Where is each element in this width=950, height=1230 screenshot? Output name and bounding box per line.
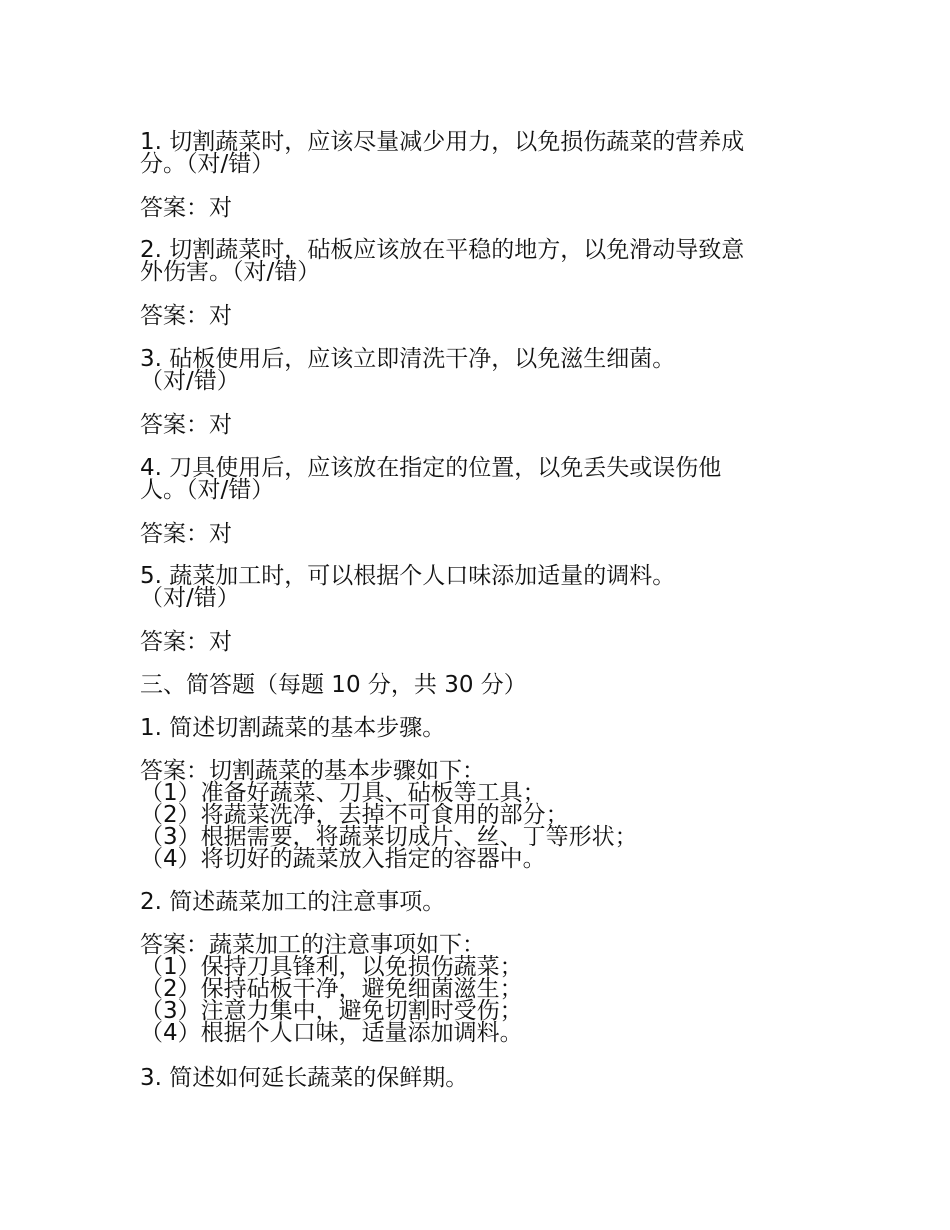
judgment-q2-answer: 答案：对 — [140, 303, 232, 329]
short-answer-q1-step: （1）准备好蔬菜、刀具、砧板等工具； — [140, 780, 546, 806]
judgment-q4-answer: 答案：对 — [140, 521, 232, 547]
short-answer-q1-step: （4）将切好的蔬菜放入指定的容器中。 — [140, 846, 546, 872]
judgment-q5-line1: 5. 蔬菜加工时，可以根据个人口味添加适量的调料。 — [140, 563, 676, 589]
document-page — [140, 0, 800, 1230]
short-answer-q2-step: （1）保持刀具锋利，以免损伤蔬菜； — [140, 954, 523, 980]
short-answer-q2: 2. 简述蔬菜加工的注意事项。 — [140, 889, 446, 915]
judgment-q4-line1: 4. 刀具使用后，应该放在指定的位置，以免丢失或误伤他 — [140, 455, 722, 481]
judgment-q3-line2: （对/错） — [140, 368, 240, 394]
judgment-q1-line2: 分。（对/错） — [140, 151, 275, 177]
short-answer-q2-step: （3）注意力集中，避免切割时受伤； — [140, 998, 523, 1024]
section-heading: 三、简答题（每题 10 分，共 30 分） — [140, 672, 527, 698]
judgment-q2-line1: 2. 切割蔬菜时，砧板应该放在平稳的地方，以免滑动导致意 — [140, 237, 745, 263]
short-answer-q2-step: （4）根据个人口味，适量添加调料。 — [140, 1020, 523, 1046]
judgment-q2-line2: 外伤害。（对/错） — [140, 259, 321, 285]
short-answer-q2-answer-intro: 答案：蔬菜加工的注意事项如下： — [140, 932, 485, 958]
judgment-q5-answer: 答案：对 — [140, 629, 232, 655]
judgment-q3-answer: 答案：对 — [140, 412, 232, 438]
short-answer-q3: 3. 简述如何延长蔬菜的保鲜期。 — [140, 1065, 469, 1091]
short-answer-q1-answer-intro: 答案：切割蔬菜的基本步骤如下： — [140, 758, 485, 784]
short-answer-q1-step: （2）将蔬菜洗净，去掉不可食用的部分； — [140, 802, 569, 828]
judgment-q1-line1: 1. 切割蔬菜时，应该尽量减少用力，以免损伤蔬菜的营养成 — [140, 129, 745, 155]
judgment-q5-line2: （对/错） — [140, 585, 240, 611]
judgment-q4-line2: 人。（对/错） — [140, 477, 275, 503]
short-answer-q2-step: （2）保持砧板干净，避免细菌滋生； — [140, 976, 523, 1002]
judgment-q3-line1: 3. 砧板使用后，应该立即清洗干净，以免滋生细菌。 — [140, 346, 676, 372]
short-answer-q1-step: （3）根据需要，将蔬菜切成片、丝、丁等形状； — [140, 824, 638, 850]
judgment-q1-answer: 答案：对 — [140, 195, 232, 221]
short-answer-q1: 1. 简述切割蔬菜的基本步骤。 — [140, 715, 446, 741]
